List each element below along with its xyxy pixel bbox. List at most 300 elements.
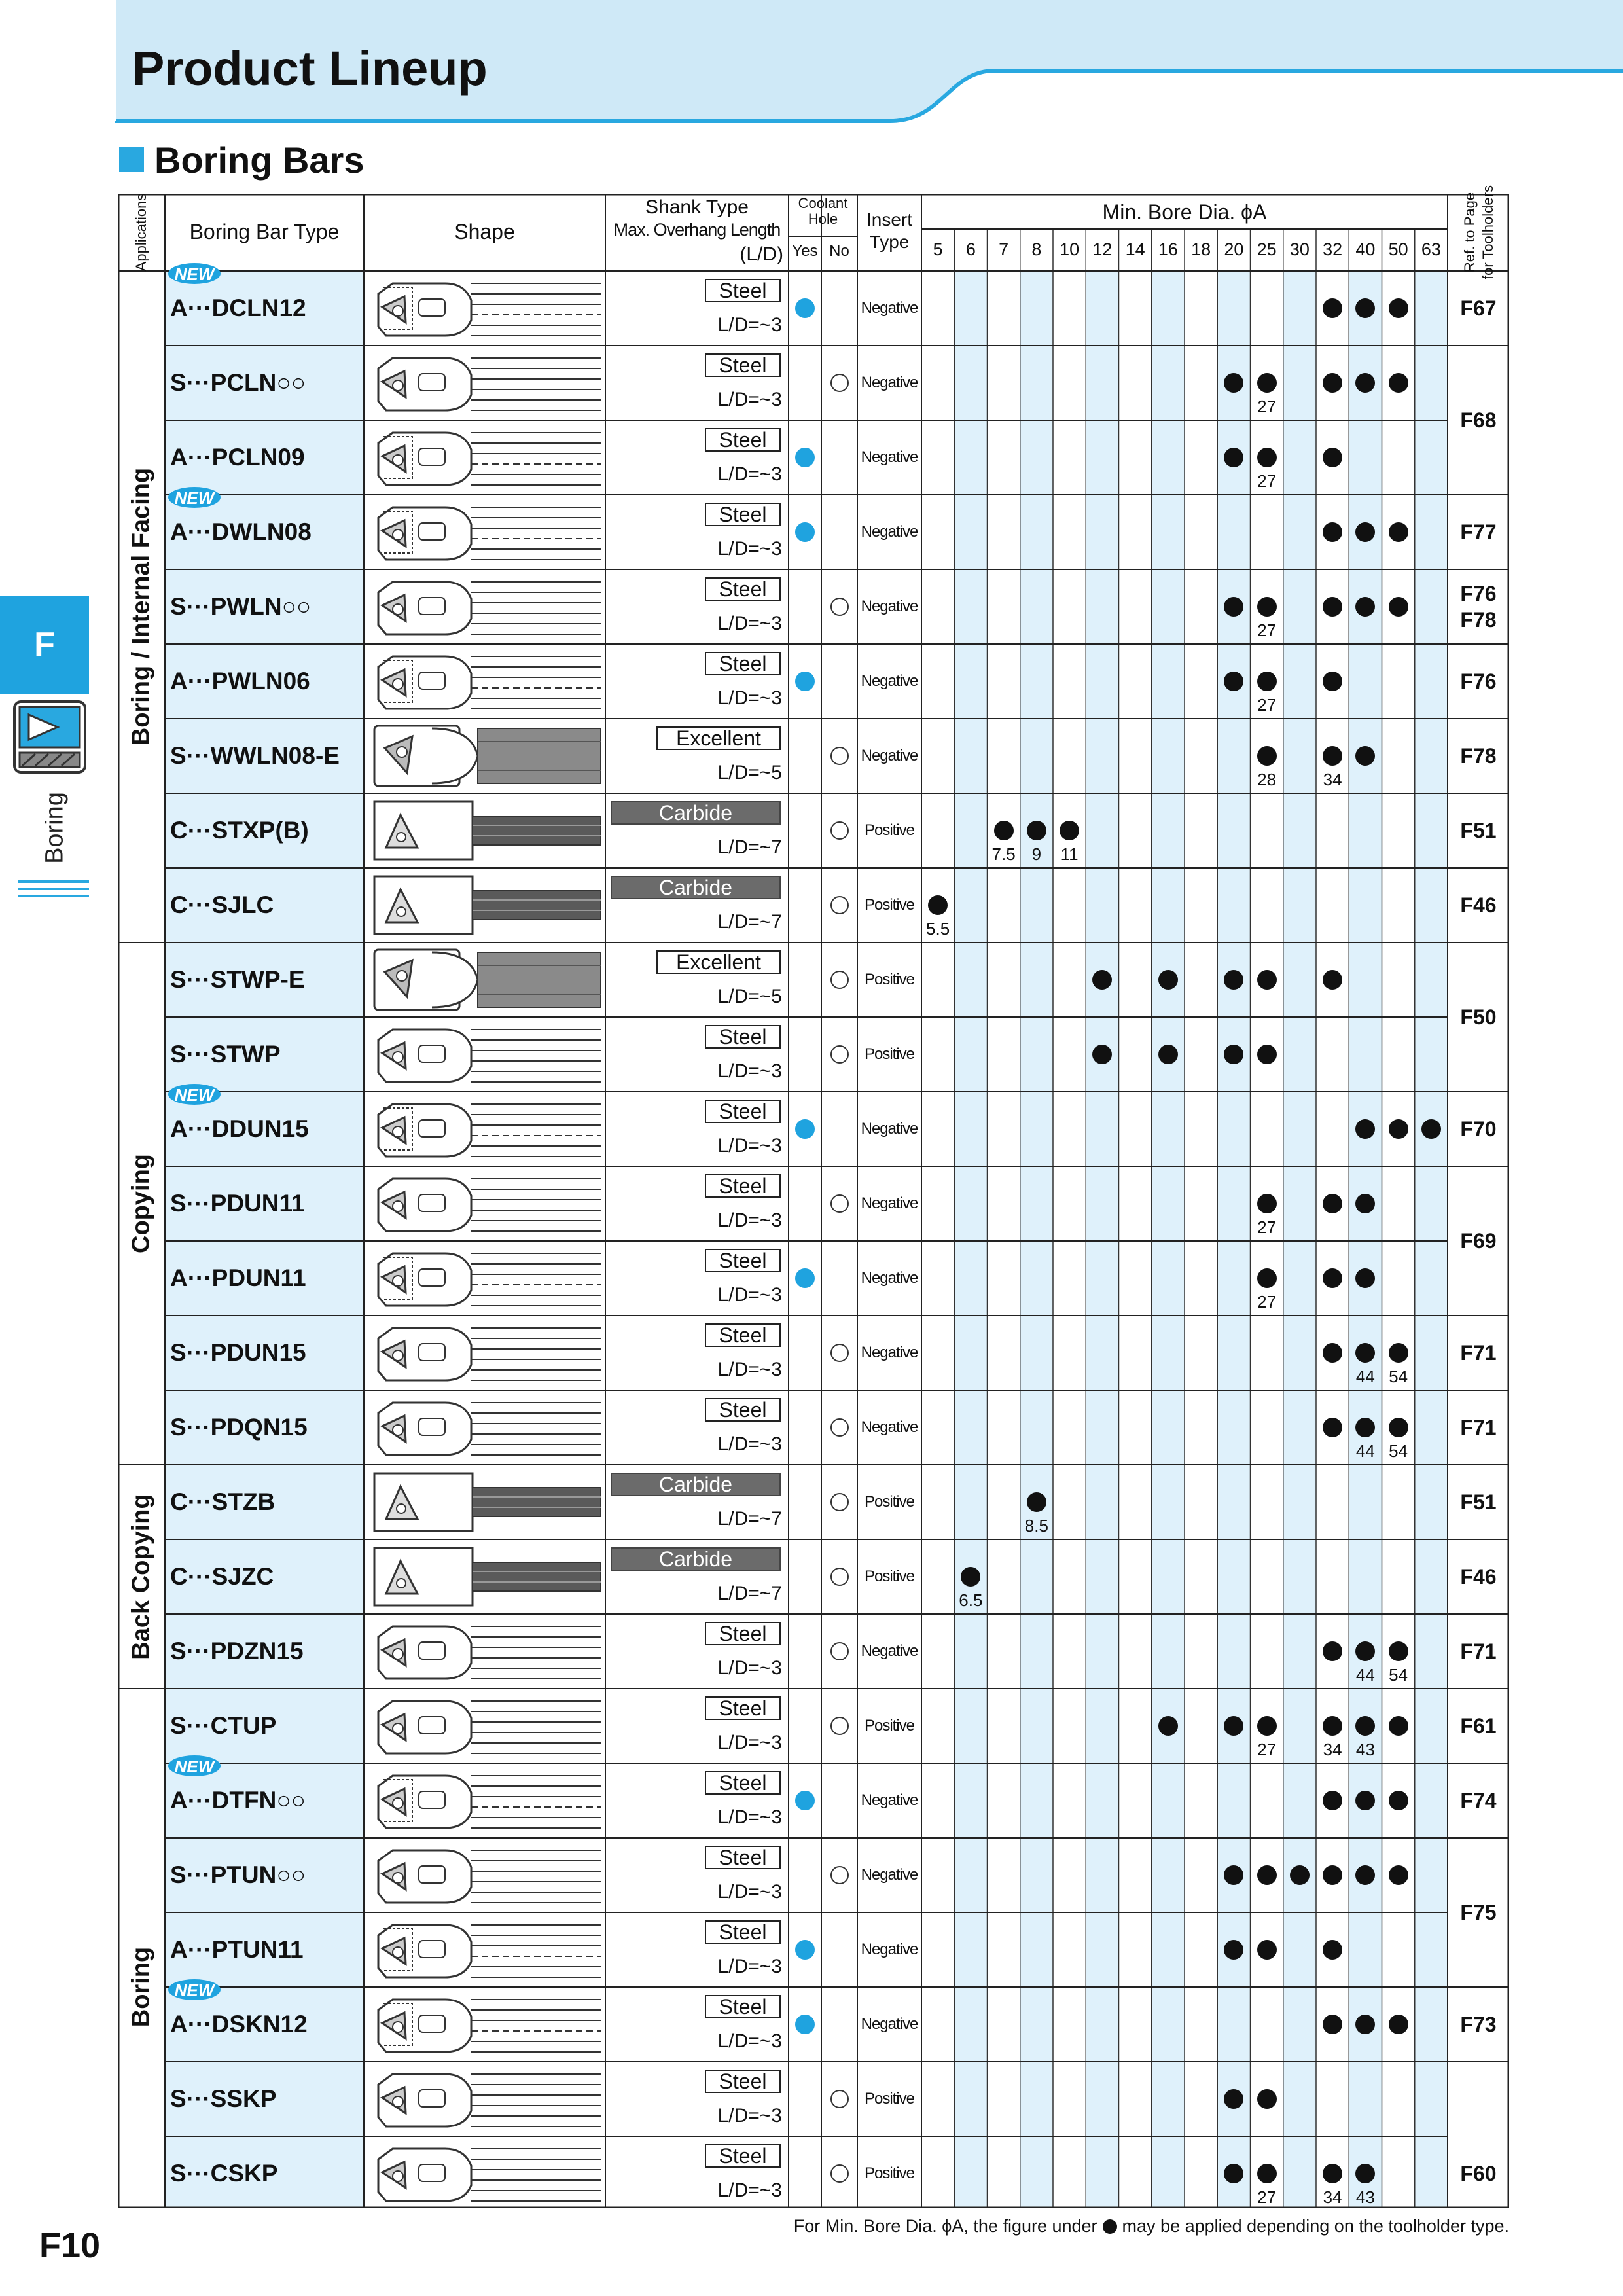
min-bore-header: Min. Bore Dia. ϕA bbox=[1102, 200, 1267, 224]
bore-note-value: 34 bbox=[1323, 1740, 1342, 1759]
ref-page-header: Ref. to Page bbox=[1461, 192, 1478, 273]
available-size-dot bbox=[1355, 1715, 1376, 1736]
insert-header: Insert bbox=[866, 209, 913, 230]
overhang-ratio: L/D=~3 bbox=[717, 389, 782, 410]
footnote-text-after: may be applied depending on the toolholder type. bbox=[1122, 2216, 1509, 2236]
available-size-dot bbox=[1322, 1268, 1343, 1289]
coolant-no-header: No bbox=[829, 242, 849, 260]
insert-type: Negative bbox=[861, 1120, 918, 1138]
available-size-dot bbox=[1355, 1417, 1376, 1438]
available-size-dot bbox=[1322, 1790, 1343, 1811]
available-size-dot bbox=[1059, 820, 1080, 841]
available-size-dot bbox=[1388, 1342, 1409, 1363]
boring-bar-shape-icon bbox=[366, 1543, 602, 1611]
bore-note-value: 54 bbox=[1389, 1367, 1408, 1386]
ref-page[interactable]: F78 bbox=[1460, 744, 1497, 768]
boring-bar-type[interactable]: A···PWLN06 bbox=[170, 668, 310, 694]
overhang-ratio: L/D=~3 bbox=[717, 2105, 782, 2126]
boring-bar-shape-icon bbox=[366, 1617, 602, 1685]
available-size-dot bbox=[1388, 1119, 1409, 1139]
available-size-dot bbox=[1092, 1044, 1113, 1065]
insert-type: Negative bbox=[861, 523, 918, 541]
boring-bar-type[interactable]: S···SSKP bbox=[170, 2085, 277, 2112]
available-size-dot bbox=[1322, 447, 1343, 468]
coolant-no-circle-icon bbox=[829, 2162, 851, 2185]
bore-size-18: 18 bbox=[1191, 240, 1211, 259]
ref-page[interactable]: F74 bbox=[1460, 1789, 1497, 1812]
boring-bar-type[interactable]: S···PWLN○○ bbox=[170, 593, 312, 620]
boring-bar-shape-icon bbox=[366, 1916, 602, 1984]
insert-type: Negative bbox=[861, 1418, 918, 1436]
boring-bar-type[interactable]: S···PDZN15 bbox=[170, 1638, 304, 1664]
ref-page[interactable]: F60 bbox=[1460, 2162, 1497, 2185]
ref-page[interactable]: F46 bbox=[1460, 893, 1497, 917]
overhang-ratio: L/D=~3 bbox=[717, 613, 782, 634]
shank-type-label: Carbide bbox=[658, 1472, 733, 1496]
bore-size-7: 7 bbox=[999, 240, 1009, 259]
shank-type-badge bbox=[705, 1323, 781, 1347]
available-size-dot bbox=[1322, 596, 1343, 617]
available-size-dot bbox=[1322, 1193, 1343, 1214]
bore-note-value: 43 bbox=[1355, 1740, 1375, 1759]
section-marker bbox=[119, 147, 144, 172]
bore-size-63: 63 bbox=[1421, 240, 1441, 259]
overhang-ratio: L/D=~3 bbox=[717, 1060, 782, 1082]
application-group-label: Boring bbox=[127, 1946, 155, 2028]
application-group-label: Copying bbox=[127, 1154, 155, 1253]
footnote-text-before: For Min. Bore Dia. ϕA, the figure under bbox=[793, 2216, 1097, 2236]
new-badge-label: NEW bbox=[174, 1757, 215, 1776]
shank-type-badge bbox=[705, 1398, 781, 1422]
bore-note-value: 27 bbox=[1257, 620, 1277, 640]
overhang-ratio: L/D=~3 bbox=[717, 1881, 782, 1903]
boring-bar-shape-icon bbox=[366, 1170, 602, 1238]
shank-type-label: Steel bbox=[719, 1323, 767, 1347]
bore-size-6: 6 bbox=[965, 240, 976, 259]
shank-type-badge bbox=[705, 2144, 781, 2168]
available-size-dot bbox=[1322, 522, 1343, 543]
coolant-yes-dot-icon bbox=[794, 1267, 816, 1289]
shank-type-badge bbox=[705, 1771, 781, 1795]
available-size-dot bbox=[1223, 969, 1244, 990]
boring-bar-shape-icon bbox=[366, 1692, 602, 1760]
ref-page[interactable]: F51 bbox=[1460, 819, 1497, 842]
bore-note-value: 27 bbox=[1257, 471, 1277, 491]
boring-bar-shape-icon bbox=[366, 498, 602, 566]
ref-page[interactable]: F67 bbox=[1460, 296, 1497, 320]
available-size-dot bbox=[1355, 2014, 1376, 2035]
overhang-ratio: L/D=~3 bbox=[717, 1956, 782, 1977]
overhang-ratio: L/D=~5 bbox=[717, 762, 782, 783]
boring-bar-shape-icon bbox=[366, 2065, 602, 2133]
ref-page[interactable]: F70 bbox=[1460, 1117, 1497, 1141]
available-size-dot bbox=[1355, 298, 1376, 319]
insert-type: Negative bbox=[861, 1642, 918, 1660]
shank-type-label: Steel bbox=[719, 1174, 767, 1198]
available-size-dot bbox=[1257, 1939, 1277, 1960]
boring-bar-type[interactable]: S···WWLN08-E bbox=[170, 742, 340, 769]
overhang-ratio: L/D=~7 bbox=[717, 911, 782, 933]
shank-type-label: Steel bbox=[719, 577, 767, 601]
insert-type: Positive bbox=[864, 971, 915, 988]
boring-bar-type[interactable]: C···SJZC bbox=[170, 1563, 274, 1590]
boring-bar-shape-icon bbox=[366, 1244, 602, 1312]
available-size-dot bbox=[1257, 671, 1277, 692]
boring-bar-type[interactable]: S···CSKP bbox=[170, 2160, 278, 2187]
bore-note-value: 54 bbox=[1389, 1665, 1408, 1685]
overhang-ratio: L/D=~7 bbox=[717, 1508, 782, 1530]
boring-bar-shape-icon bbox=[366, 1468, 602, 1536]
coolant-yes-dot-icon bbox=[794, 1118, 816, 1140]
coolant-yes-dot-icon bbox=[794, 521, 816, 543]
bore-note-value: 34 bbox=[1323, 770, 1342, 789]
shank-type-badge bbox=[705, 1846, 781, 1869]
overhang-header: Max. Overhang Length bbox=[613, 220, 781, 240]
application-group-label: Boring / Internal Facing bbox=[127, 467, 155, 746]
available-size-dot bbox=[1223, 372, 1244, 393]
available-size-dot bbox=[1355, 522, 1376, 543]
available-size-dot bbox=[993, 820, 1014, 841]
boring-bar-shape-icon bbox=[366, 1095, 602, 1163]
bore-size-8: 8 bbox=[1031, 240, 1042, 259]
available-size-dot bbox=[1257, 447, 1277, 468]
available-size-dot bbox=[1388, 1715, 1409, 1736]
overhang-ratio: L/D=~7 bbox=[717, 1583, 782, 1604]
boring-bar-shape-icon bbox=[366, 1393, 602, 1462]
bore-note-value: 54 bbox=[1389, 1441, 1408, 1461]
section-title: Boring Bars bbox=[154, 139, 365, 181]
available-size-dot bbox=[1322, 745, 1343, 766]
available-size-dot bbox=[1223, 671, 1244, 692]
shank-type-badge bbox=[705, 2070, 781, 2093]
available-size-dot bbox=[1026, 820, 1047, 841]
available-size-dot bbox=[960, 1566, 981, 1587]
available-size-dot bbox=[1158, 1044, 1179, 1065]
ref-page[interactable]: F76 F78 bbox=[1460, 582, 1497, 632]
available-size-dot bbox=[1322, 969, 1343, 990]
available-size-dot bbox=[1388, 596, 1409, 617]
coolant-no-circle-icon bbox=[829, 1715, 851, 1737]
boring-bar-shape-icon bbox=[366, 423, 602, 492]
available-size-dot bbox=[1257, 1715, 1277, 1736]
ref-page[interactable]: F46 bbox=[1460, 1565, 1497, 1588]
overhang-ratio: L/D=~3 bbox=[717, 1359, 782, 1380]
bore-note-value: 43 bbox=[1355, 2187, 1375, 2207]
coolant-no-circle-icon bbox=[829, 894, 851, 916]
coolant-no-circle-icon bbox=[829, 1491, 851, 1513]
shank-type-badge bbox=[705, 1696, 781, 1720]
boring-bar-shape-icon bbox=[366, 349, 602, 417]
coolant-no-circle-icon bbox=[829, 1566, 851, 1588]
shank-type-label: Steel bbox=[719, 278, 767, 302]
shank-type-badge bbox=[611, 801, 781, 825]
bore-note-value: 34 bbox=[1323, 2187, 1342, 2207]
available-size-dot bbox=[1223, 1044, 1244, 1065]
ref-page[interactable]: F71 bbox=[1460, 1416, 1497, 1439]
available-size-dot bbox=[1322, 1417, 1343, 1438]
available-size-dot bbox=[1355, 745, 1376, 766]
available-size-dot bbox=[1322, 671, 1343, 692]
overhang-ratio: L/D=~3 bbox=[717, 1433, 782, 1455]
available-size-dot bbox=[1257, 745, 1277, 766]
application-group-label: Back Copying bbox=[127, 1494, 155, 1660]
bore-size-16: 16 bbox=[1158, 240, 1178, 259]
insert-type: Positive bbox=[864, 896, 915, 914]
coolant-no-circle-icon bbox=[829, 1193, 851, 1215]
shank-type-label: Steel bbox=[719, 1621, 767, 1645]
ref-page[interactable]: F69 bbox=[1460, 1229, 1497, 1253]
available-size-dot bbox=[1388, 522, 1409, 543]
ref-page[interactable]: F75 bbox=[1460, 1901, 1497, 1924]
coolant-yes-dot-icon bbox=[794, 1789, 816, 1812]
ref-page[interactable]: F61 bbox=[1460, 1714, 1497, 1738]
available-size-dot bbox=[1322, 1641, 1343, 1662]
side-rule bbox=[18, 888, 89, 890]
boring-bar-type[interactable]: C···STZB bbox=[170, 1488, 276, 1515]
boring-bar-type[interactable]: S···STWP bbox=[170, 1041, 281, 1067]
boring-bar-shape-icon bbox=[366, 797, 602, 865]
coolant-no-circle-icon bbox=[829, 1416, 851, 1439]
page-number: F10 bbox=[39, 2226, 101, 2265]
boring-bar-type[interactable]: C···SJLC bbox=[170, 891, 274, 918]
bore-size-14: 14 bbox=[1125, 240, 1145, 259]
bore-size-25: 25 bbox=[1257, 240, 1277, 259]
shape-header: Shape bbox=[454, 220, 515, 243]
shank-type-badge bbox=[611, 876, 781, 899]
shank-type-badge bbox=[656, 726, 781, 750]
shank-type-label: Steel bbox=[719, 1994, 767, 2018]
boring-bar-type[interactable]: A···DDUN15 bbox=[170, 1115, 309, 1142]
overhang-ratio: L/D=~3 bbox=[717, 1284, 782, 1306]
shank-type-badge bbox=[705, 1025, 781, 1049]
insert-type: Negative bbox=[861, 672, 918, 690]
coolant-no-circle-icon bbox=[829, 2088, 851, 2110]
available-size-dot bbox=[927, 895, 948, 916]
overhang-ratio: L/D=~3 bbox=[717, 1732, 782, 1753]
ref-page[interactable]: F71 bbox=[1460, 1640, 1497, 1663]
shank-type-label: Steel bbox=[719, 1770, 767, 1795]
insert-type: Negative bbox=[861, 374, 918, 391]
bore-note-value: 27 bbox=[1257, 2187, 1277, 2207]
ref-toolholders-header: for Toolholders bbox=[1480, 185, 1496, 279]
coolant-no-circle-icon bbox=[829, 1640, 851, 1662]
boring-bar-type[interactable]: S···PDQN15 bbox=[170, 1414, 308, 1441]
boring-bar-type[interactable]: A···PDUN11 bbox=[170, 1265, 306, 1291]
available-size-dot bbox=[1257, 1268, 1277, 1289]
page-title: Product Lineup bbox=[132, 41, 488, 96]
coolant-yes-dot-icon bbox=[794, 2013, 816, 2036]
side-tab-label: F bbox=[34, 626, 55, 664]
ref-page[interactable]: F71 bbox=[1460, 1341, 1497, 1365]
insert-type: Positive bbox=[864, 1493, 915, 1511]
shank-type-badge bbox=[705, 652, 781, 675]
available-size-dot bbox=[1388, 2014, 1409, 2035]
boring-bar-shape-icon bbox=[366, 274, 602, 342]
available-size-dot bbox=[1257, 2089, 1277, 2109]
boring-bar-type[interactable]: A···PTUN11 bbox=[170, 1936, 304, 1963]
overhang-ratio: L/D=~3 bbox=[717, 1657, 782, 1679]
shank-type-label: Excellent bbox=[676, 726, 761, 750]
shank-type-label: Steel bbox=[719, 353, 767, 377]
boring-bar-shape-icon bbox=[366, 647, 602, 715]
shank-type-label: Steel bbox=[719, 651, 767, 675]
insert-type: Negative bbox=[861, 1791, 918, 1809]
insert-type-header: Type bbox=[869, 232, 910, 252]
bore-column-stripe bbox=[1086, 271, 1118, 2208]
insert-type: Negative bbox=[861, 1866, 918, 1884]
bore-note-value: 44 bbox=[1355, 1665, 1375, 1685]
bore-size-30: 30 bbox=[1289, 240, 1310, 259]
insert-type: Negative bbox=[861, 598, 918, 615]
insert-type: Positive bbox=[864, 1045, 915, 1063]
available-size-dot bbox=[1257, 1044, 1277, 1065]
available-size-dot bbox=[1355, 372, 1376, 393]
coolant-no-circle-icon bbox=[829, 969, 851, 991]
boring-bar-type[interactable]: A···PCLN09 bbox=[170, 444, 305, 471]
overhang-ratio: L/D=~3 bbox=[717, 2179, 782, 2201]
ref-page[interactable]: F73 bbox=[1460, 2013, 1497, 2036]
boring-bar-type[interactable]: A···DCLN12 bbox=[170, 295, 306, 321]
ref-page[interactable]: F77 bbox=[1460, 520, 1497, 544]
available-size-dot bbox=[1322, 1939, 1343, 1960]
boring-bar-type[interactable]: S···PTUN○○ bbox=[170, 1861, 306, 1888]
boring-bar-shape-icon bbox=[366, 1020, 602, 1088]
insert-type: Negative bbox=[861, 747, 918, 764]
available-size-dot bbox=[1355, 1865, 1376, 1886]
coolant-no-circle-icon bbox=[829, 596, 851, 618]
insert-type: Negative bbox=[861, 1194, 918, 1212]
overhang-ratio: L/D=~3 bbox=[717, 2030, 782, 2052]
bore-note-value: 44 bbox=[1355, 1367, 1375, 1386]
insert-type: Negative bbox=[861, 1269, 918, 1287]
coolant-no-circle-icon bbox=[829, 1342, 851, 1364]
bore-note-value: 27 bbox=[1257, 1217, 1277, 1237]
shank-type-label: Steel bbox=[719, 1696, 767, 1720]
bore-column-stripe bbox=[1283, 271, 1316, 2208]
overhang-ratio: L/D=~3 bbox=[717, 1210, 782, 1231]
available-size-dot bbox=[1388, 372, 1409, 393]
boring-bar-shape-icon bbox=[366, 1990, 602, 2058]
available-size-dot bbox=[1223, 2089, 1244, 2109]
new-badge-label: NEW bbox=[174, 264, 215, 284]
ref-page[interactable]: F76 bbox=[1460, 670, 1497, 693]
bore-column-stripe bbox=[1217, 271, 1250, 2208]
available-size-dot bbox=[1388, 1641, 1409, 1662]
shank-type-badge bbox=[656, 950, 781, 974]
bore-column-stripe bbox=[1349, 271, 1382, 2208]
shank-type-badge bbox=[705, 1995, 781, 2018]
shank-type-badge bbox=[705, 1174, 781, 1198]
bore-note-value: 11 bbox=[1060, 844, 1079, 864]
shank-type-badge bbox=[705, 428, 781, 452]
boring-bar-shape-icon bbox=[366, 1767, 602, 1835]
available-size-dot bbox=[1388, 1417, 1409, 1438]
ref-page[interactable]: F51 bbox=[1460, 1490, 1497, 1514]
available-size-dot bbox=[1322, 2014, 1343, 2035]
available-size-dot bbox=[1388, 1790, 1409, 1811]
insert-type: Positive bbox=[864, 821, 915, 839]
shank-type-label: Steel bbox=[719, 2069, 767, 2093]
overhang-ratio: L/D=~7 bbox=[717, 836, 782, 858]
boring-bar-type[interactable]: S···PDUN11 bbox=[170, 1190, 305, 1217]
boring-bar-type[interactable]: A···DTFN○○ bbox=[170, 1787, 306, 1814]
shank-type-label: Carbide bbox=[658, 800, 733, 825]
available-size-dot bbox=[1355, 2163, 1376, 2184]
boring-bar-shape-icon bbox=[366, 1841, 602, 1909]
shank-type-badge bbox=[705, 1249, 781, 1272]
coolant-yes-dot-icon bbox=[794, 1939, 816, 1961]
shank-type-label: Steel bbox=[719, 1248, 767, 1272]
available-size-dot bbox=[1355, 1342, 1376, 1363]
bore-size-20: 20 bbox=[1224, 240, 1244, 259]
new-badge-label: NEW bbox=[174, 1981, 215, 2000]
coolant-yes-dot-icon bbox=[794, 670, 816, 692]
bore-size-10: 10 bbox=[1060, 240, 1080, 259]
name-column-fill bbox=[165, 271, 364, 2208]
overhang-ratio: L/D=~3 bbox=[717, 463, 782, 485]
available-size-dot bbox=[1092, 969, 1113, 990]
boring-bar-type[interactable]: S···PCLN○○ bbox=[170, 369, 306, 396]
bore-column-stripe bbox=[1020, 271, 1053, 2208]
shank-type-label: Carbide bbox=[658, 1547, 733, 1571]
side-tab[interactable] bbox=[0, 596, 89, 694]
insert-type: Positive bbox=[864, 2164, 915, 2182]
boring-bar-type[interactable]: A···DSKN12 bbox=[170, 2011, 308, 2037]
available-size-dot bbox=[1257, 596, 1277, 617]
overhang-ratio: L/D=~3 bbox=[717, 538, 782, 560]
available-size-dot bbox=[1223, 596, 1244, 617]
boring-bar-shape-icon bbox=[366, 573, 602, 641]
shank-type-label: Steel bbox=[719, 2144, 767, 2168]
shank-type-badge bbox=[705, 1100, 781, 1123]
ref-page[interactable]: F50 bbox=[1460, 1005, 1497, 1029]
available-size-dot bbox=[1257, 372, 1277, 393]
available-size-dot bbox=[1355, 1268, 1376, 1289]
ref-page[interactable]: F68 bbox=[1460, 408, 1497, 432]
boring-bar-type[interactable]: A···DWLN08 bbox=[170, 518, 312, 545]
boring-bar-shape-icon bbox=[366, 2140, 602, 2208]
available-size-dot bbox=[1322, 2163, 1343, 2184]
filled-dot-icon bbox=[1103, 2219, 1117, 2234]
overhang-ratio: L/D=~3 bbox=[717, 314, 782, 336]
bar-type-header: Boring Bar Type bbox=[189, 220, 340, 243]
product-table bbox=[118, 185, 1509, 2208]
coolant-no-circle-icon bbox=[829, 745, 851, 767]
boring-bar-type[interactable]: C···STXP(B) bbox=[170, 817, 309, 844]
boring-bar-type[interactable]: S···PDUN15 bbox=[170, 1339, 306, 1366]
shank-type-badge bbox=[705, 353, 781, 377]
available-size-dot bbox=[1257, 1865, 1277, 1886]
available-size-dot bbox=[1322, 298, 1343, 319]
boring-bar-type[interactable]: S···CTUP bbox=[170, 1712, 277, 1739]
shank-type-badge bbox=[705, 1920, 781, 1944]
insert-type: Positive bbox=[864, 1717, 915, 1734]
side-rule bbox=[18, 880, 89, 883]
available-size-dot bbox=[1355, 1641, 1376, 1662]
boring-bar-type[interactable]: S···STWP-E bbox=[170, 966, 305, 993]
shank-type-label: Excellent bbox=[676, 950, 761, 974]
available-size-dot bbox=[1355, 596, 1376, 617]
coolant-yes-header: Yes bbox=[792, 242, 818, 260]
available-size-dot bbox=[1322, 372, 1343, 393]
overhang-ratio: L/D=~3 bbox=[717, 1135, 782, 1157]
available-size-dot bbox=[1355, 1790, 1376, 1811]
bore-size-40: 40 bbox=[1355, 240, 1376, 259]
coolant-header: Coolant bbox=[798, 195, 848, 211]
bore-size-50: 50 bbox=[1388, 240, 1408, 259]
new-badge-label: NEW bbox=[174, 488, 215, 508]
shank-type-label: Steel bbox=[719, 502, 767, 526]
